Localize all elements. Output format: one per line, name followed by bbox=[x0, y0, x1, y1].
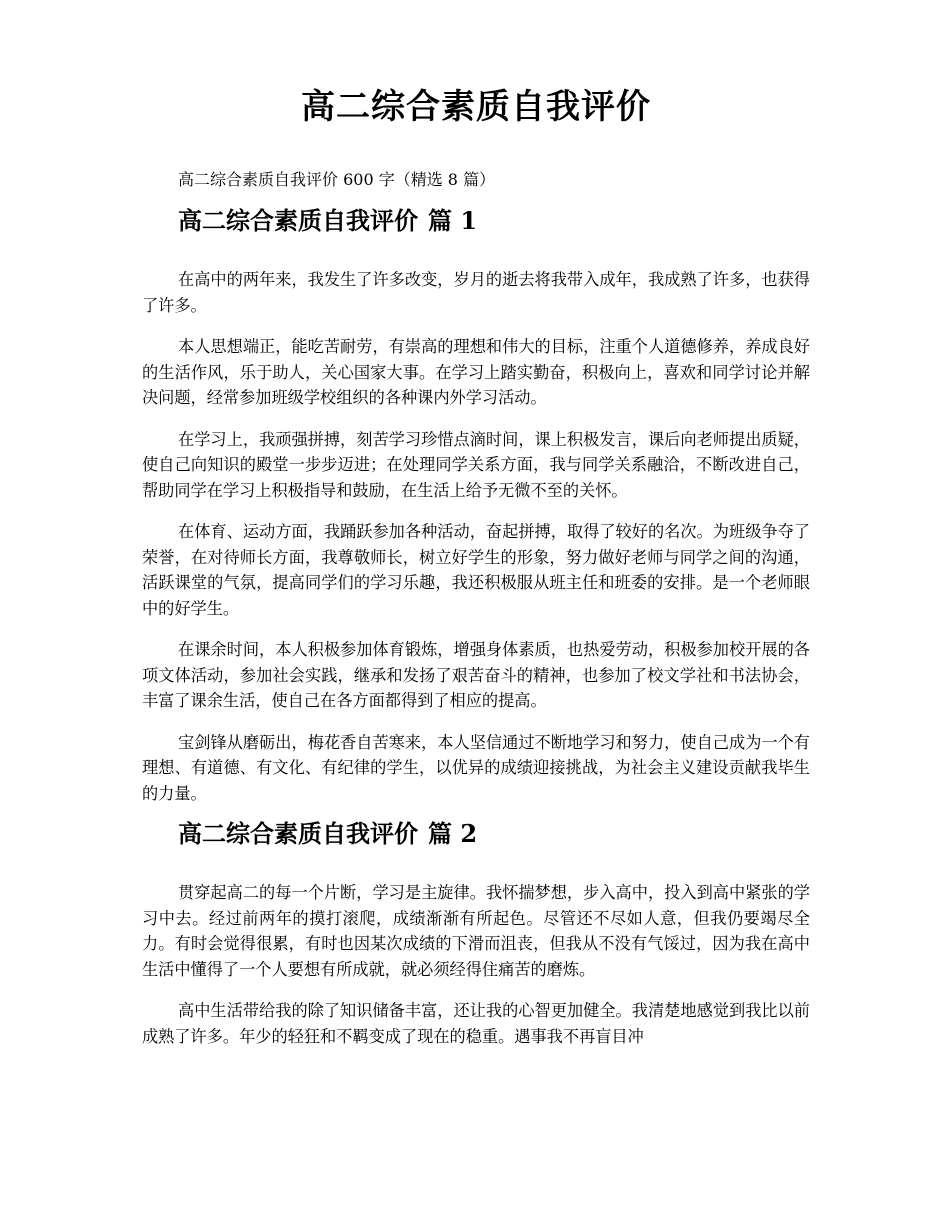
paragraph: 高中生活带给我的除了知识储备丰富，还让我的心智更加健全。我清楚地感觉到我比以前成熟了许多。年少的轻狂和不羁变成了现在的稳重。遇事我不再盲目冲 bbox=[142, 1001, 810, 1046]
section-heading-text: 高二综合素质自我评价 bbox=[178, 206, 418, 235]
document-page bbox=[142, 0, 810, 1049]
paragraph: 在课余时间，本人积极参加体育锻炼，增强身体素质，也热爱劳动，积极参加校开展的各项文体活动，参加社会实践，继承和发扬了艰苦奋斗的精神，也参加了校文学社和书法协会，丰富了课余生活，使自己在各方面都得到了相应的提高。 bbox=[142, 640, 810, 710]
paragraph: 贯穿起高二的每一个片断，学习是主旋律。我怀揣梦想，步入高中，投入到高中紧张的学习中去。经过前两年的摸打滚爬，成绩渐渐有所起色。尽管还不尽如人意，但我仍要竭尽全力。有时会觉得很累，有时也因某次成绩的下滑而沮丧，但我从不没有气馁过，因为我在高中生活中懂得了一个人要想有所成就，就必须经得住痛苦的磨炼。 bbox=[142, 883, 810, 979]
section-heading-text: 高二综合素质自我评价 bbox=[178, 819, 418, 848]
section-number: 篇 1 bbox=[428, 206, 478, 235]
document-subtitle: 高二综合素质自我评价 600 字（精选 8 篇） bbox=[178, 170, 496, 189]
paragraph: 在学习上，我顽强拼搏，刻苦学习珍惜点滴时间，课上积极发言，课后向老师提出质疑，使自己向知识的殿堂一步步迈进；在处理同学关系方面，我与同学关系融洽，不断改进自己，帮助同学在学习上积极指导和鼓励，在生活上给予无微不至的关怀。 bbox=[142, 429, 810, 500]
paragraph: 宝剑锋从磨砺出，梅花香自苦寒来，本人坚信通过不断地学习和努力，使自己成为一个有理想、有道德、有文化、有纪律的学生，以优异的成绩迎接挑战，为社会主义建设贡献我毕生的力量。 bbox=[142, 732, 810, 803]
section-heading-1 bbox=[142, 201, 810, 241]
paragraph: 在体育、运动方面，我踊跃参加各种活动，奋起拼搏，取得了较好的名次。为班级争夺了荣誉，在对待师长方面，我尊敬师长，树立好学生的形象，努力做好老师与同学之间的沟通，活跃课堂的气氛，提高同学们的学习乐趣，我还积极服从班主任和班委的安排。是一个老师眼中的好学生。 bbox=[142, 522, 810, 618]
section-number: 篇 2 bbox=[428, 819, 478, 848]
paragraph: 在高中的两年来，我发生了许多改变，岁月的逝去将我带入成年，我成熟了许多，也获得了许多。 bbox=[142, 270, 810, 315]
paragraph: 本人思想端正，能吃苦耐劳，有崇高的理想和伟大的目标，注重个人道德修养，养成良好的生活作风，乐于助人，关心国家大事。在学习上踏实勤奋，积极向上，喜欢和同学讨论并解决问题，经常参加班级学校组织的各种课内外学习活动。 bbox=[142, 337, 810, 407]
section-heading-2 bbox=[142, 814, 810, 854]
document-title: 高二综合素质自我评价 bbox=[301, 87, 651, 127]
